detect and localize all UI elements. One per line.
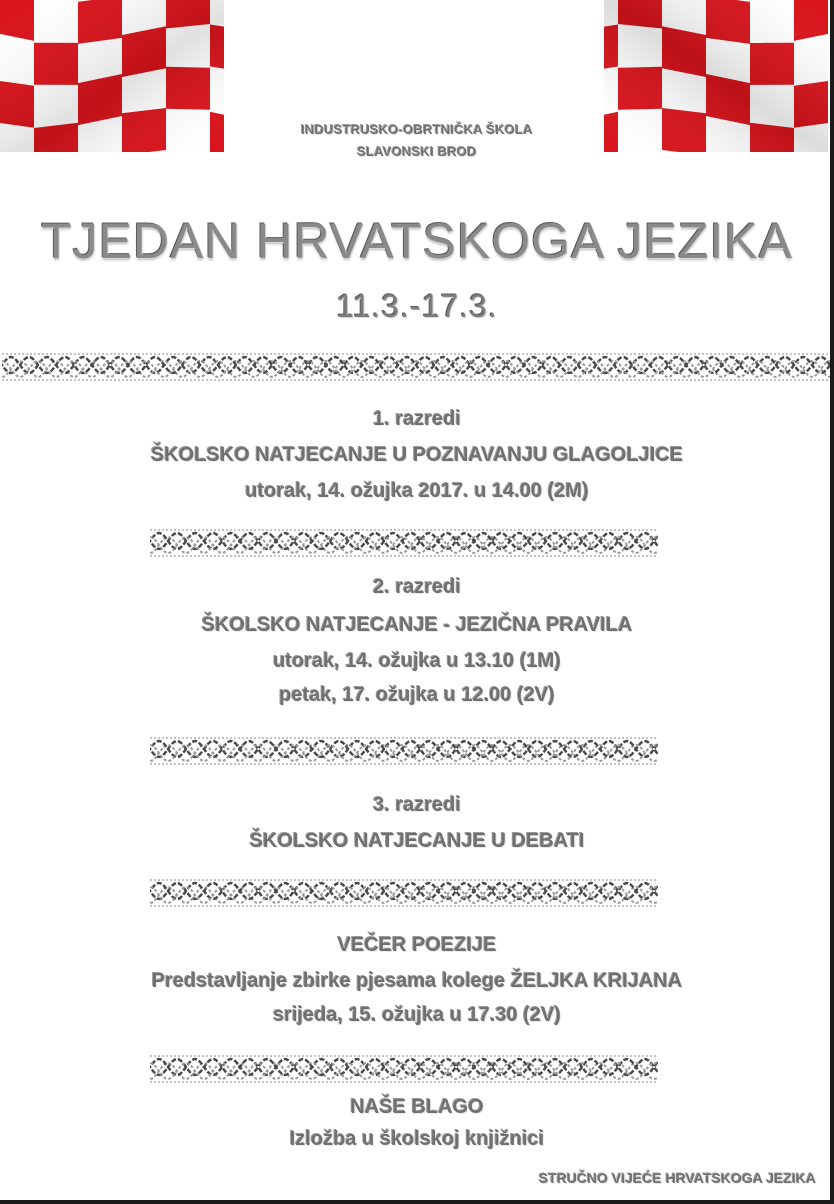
- event-2-time-1: utorak, 14. ožujka u 13.10 (1M): [273, 650, 561, 672]
- school-city: SLAVONSKI BROD: [357, 144, 477, 159]
- ornamental-divider: [150, 736, 658, 766]
- date-range: 11.3.-17.3.: [336, 288, 498, 324]
- school-name: INDUSTRUSKO-OBRTNIČKA ŠKOLA: [301, 122, 533, 137]
- event-4-time: srijeda, 15. ožujka u 17.30 (2V): [273, 1004, 561, 1026]
- event-4-title: VEČER POEZIJE: [337, 934, 497, 956]
- event-1-time: utorak, 14. ožujka 2017. u 14.00 (2M): [245, 480, 589, 502]
- footer-organizer: STRUČNO VIJEĆE HRVATSKOGA JEZIKA: [538, 1170, 816, 1186]
- event-1-title: ŠKOLSKO NATJECANJE U POZNAVANJU GLAGOLJICE: [150, 444, 684, 466]
- event-2-time-2: petak, 17. ožujka u 12.00 (2V): [279, 684, 555, 706]
- event-2-title: ŠKOLSKO NATJECANJE - JEZIČNA PRAVILA: [201, 614, 633, 636]
- ornamental-divider: [150, 528, 658, 558]
- event-1-audience: 1. razredi: [373, 408, 461, 430]
- ornamental-divider: [150, 878, 658, 908]
- event-5-description: Izložba u školskoj knjižnici: [289, 1128, 545, 1150]
- event-2-audience: 2. razredi: [373, 576, 461, 598]
- ornamental-divider: [150, 1054, 658, 1084]
- event-3-audience: 3. razredi: [373, 794, 461, 816]
- ornamental-divider: [2, 352, 830, 382]
- page-title: TJEDAN HRVATSKOGA JEZIKA: [41, 213, 793, 269]
- event-5-title: NAŠE BLAGO: [350, 1096, 484, 1118]
- event-4-description: Predstavljanje zbirke pjesama kolege ŽELJKA KRIJANA: [151, 970, 683, 992]
- event-3-title: ŠKOLSKO NATJECANJE U DEBATI: [249, 830, 585, 852]
